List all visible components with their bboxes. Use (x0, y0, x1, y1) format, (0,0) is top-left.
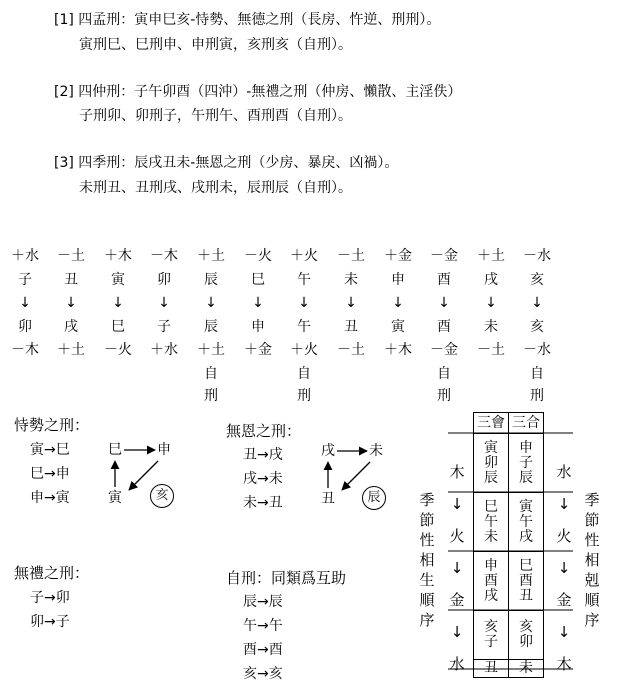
header-sanhui: 三會 (474, 413, 509, 434)
para-2-line-1: [2] 四仲刑：子午卯酉（四沖）-無禮之刑（仲房、懶散、主淫佚） (54, 84, 462, 100)
header-sanhe: 三合 (509, 413, 544, 434)
element-sign-result: －金 (430, 342, 458, 358)
season-table (473, 412, 544, 678)
element-sign-result: ＋土 (197, 342, 225, 358)
element-sign-result: ＋火 (290, 342, 318, 358)
shishi-arrow-diagonal (129, 461, 158, 490)
wuen-line: 戌→未 (243, 471, 283, 487)
target-branch: 辰 (204, 318, 218, 335)
sanhui-group: 巳 午 未 (474, 493, 509, 552)
branch-char: 未 (344, 271, 358, 288)
element-sign-result: －木 (11, 342, 39, 358)
sanhui-last: 丑 (474, 660, 509, 678)
self-punishment-note: 自刑 (204, 365, 218, 404)
element-sign-result: ＋水 (150, 342, 178, 358)
element-sign-top: ＋土 (477, 248, 505, 264)
shishi-circled-self: 亥 (150, 484, 174, 508)
branch-char: 午 (297, 271, 311, 288)
target-branch: 申 (251, 318, 265, 335)
sanhe-last: 未 (509, 660, 544, 678)
branch-char: 亥 (530, 271, 544, 288)
target-branch: 亥 (530, 318, 544, 335)
element-sign-top: ＋木 (104, 248, 132, 264)
shishi-diagram-top-left: 巳 (108, 442, 122, 458)
branch-char: 酉 (437, 271, 451, 288)
branch-char: 戌 (484, 271, 498, 288)
sanhui-group: 寅 卯 辰 (474, 434, 509, 493)
wuli-title: 無禮之刑： (14, 564, 90, 582)
wuen-line: 丑→戌 (243, 447, 283, 463)
target-branch: 戌 (64, 318, 78, 335)
zixing-line: 辰→辰 (243, 594, 283, 610)
zixing-line: 酉→酉 (243, 642, 283, 658)
self-punishment-note: 自刑 (297, 365, 311, 404)
para-1-line-2: 寅刑巳、巳刑申、申刑寅，亥刑亥（自刑）。 (79, 37, 352, 53)
zixing-line: 午→午 (243, 618, 283, 634)
down-arrow: ↓ (19, 295, 31, 311)
down-arrow: ↓ (298, 295, 310, 311)
sanhe-group: 寅 午 戌 (509, 493, 544, 552)
sanhui-group: 申 酉 戌 (474, 552, 509, 611)
branch-char: 卯 (157, 271, 171, 288)
down-arrow: ↓ (65, 295, 77, 311)
para-3-line-1: [3] 四季刑：辰戌丑未-無恩之刑（少房、暴戾、凶禍）。 (54, 155, 399, 171)
target-branch: 卯 (18, 318, 32, 335)
branch-char: 辰 (204, 271, 218, 288)
down-arrow: ↓ (392, 295, 404, 311)
right-element-cycle: 水 ↓ 火 ↓ 金 ↓ 木 (556, 463, 572, 673)
down-arrow: ↓ (485, 295, 497, 311)
right-vertical-label: 季 節 性 相 剋 順 序 (584, 491, 600, 629)
shishi-line: 寅→巳 (30, 442, 70, 458)
down-arrow: ↓ (438, 295, 450, 311)
target-branch: 未 (484, 318, 498, 335)
branch-char: 申 (391, 271, 405, 288)
element-sign-result: ＋金 (244, 342, 272, 358)
element-sign-result: －火 (104, 342, 132, 358)
zixing-title: 自刑：同類爲互助 (226, 569, 347, 587)
shishi-line: 巳→申 (30, 466, 70, 482)
wuen-title: 無恩之刑： (226, 422, 302, 440)
target-branch: 酉 (437, 318, 451, 335)
element-sign-top: －木 (150, 248, 178, 264)
branch-char: 寅 (111, 271, 125, 288)
self-punishment-note: 自刑 (530, 365, 544, 404)
element-sign-result: ＋木 (384, 342, 412, 358)
wuli-line: 卯→子 (30, 614, 70, 630)
para-2-line-2: 子刑卯、卯刑子，午刑午、酉刑酉（自刑）。 (79, 108, 352, 124)
target-branch: 子 (157, 318, 171, 335)
left-element-cycle: 木 ↓ 火 ↓ 金 ↓ 水 (449, 463, 465, 673)
wuen-line: 未→丑 (243, 495, 283, 511)
zixing-line: 亥→亥 (243, 666, 283, 682)
sanhe-group: 申 子 辰 (509, 434, 544, 493)
down-arrow: ↓ (252, 295, 264, 311)
target-branch: 午 (297, 318, 311, 335)
element-sign-result: －土 (477, 342, 505, 358)
para-1-line-1: [1] 四孟刑：寅申巳亥-恃勢、無德之刑（長房、忤逆、刑刑）。 (54, 12, 441, 28)
wuen-arrow-diagonal (342, 462, 370, 490)
target-branch: 巳 (111, 318, 125, 335)
wuen-circled-self: 辰 (362, 486, 386, 510)
shishi-diagram-top-right: 申 (157, 442, 171, 458)
para-3-line-2: 未刑丑、丑刑戌、戌刑未，辰刑辰（自刑）。 (79, 180, 352, 196)
self-punishment-note: 自刑 (437, 365, 451, 404)
down-arrow: ↓ (205, 295, 217, 311)
sanhui-group: 亥 子 (474, 611, 509, 660)
element-sign-top: －水 (523, 248, 551, 264)
branch-char: 巳 (251, 271, 265, 288)
left-vertical-label: 季 節 性 相 生 順 序 (419, 491, 435, 629)
wuen-diagram-top-right: 未 (369, 443, 383, 459)
wuen-diagram-top-left: 戌 (321, 443, 335, 459)
element-sign-top: ＋火 (290, 248, 318, 264)
down-arrow: ↓ (158, 295, 170, 311)
wuli-line: 子→卯 (30, 590, 70, 606)
sanhe-group: 巳 酉 丑 (509, 552, 544, 611)
down-arrow: ↓ (112, 295, 124, 311)
sanhe-group: 亥 卯 (509, 611, 544, 660)
shishi-diagram-bottom: 寅 (108, 490, 122, 506)
wuen-diagram-bottom: 丑 (321, 491, 335, 507)
down-arrow: ↓ (345, 295, 357, 311)
element-sign-result: －水 (523, 342, 551, 358)
element-sign-top: －土 (57, 248, 85, 264)
element-sign-result: －土 (337, 342, 365, 358)
element-sign-top: ＋水 (11, 248, 39, 264)
element-sign-top: ＋金 (384, 248, 412, 264)
element-sign-top: －金 (430, 248, 458, 264)
element-sign-top: －火 (244, 248, 272, 264)
target-branch: 丑 (344, 318, 358, 335)
branch-char: 子 (18, 271, 32, 288)
element-sign-top: ＋土 (197, 248, 225, 264)
shishi-line: 申→寅 (30, 490, 70, 506)
branch-char: 丑 (64, 271, 78, 288)
down-arrow: ↓ (531, 295, 543, 311)
shishi-title: 恃勢之刑： (14, 416, 90, 434)
element-sign-result: ＋土 (57, 342, 85, 358)
element-sign-top: －土 (337, 248, 365, 264)
target-branch: 寅 (391, 318, 405, 335)
